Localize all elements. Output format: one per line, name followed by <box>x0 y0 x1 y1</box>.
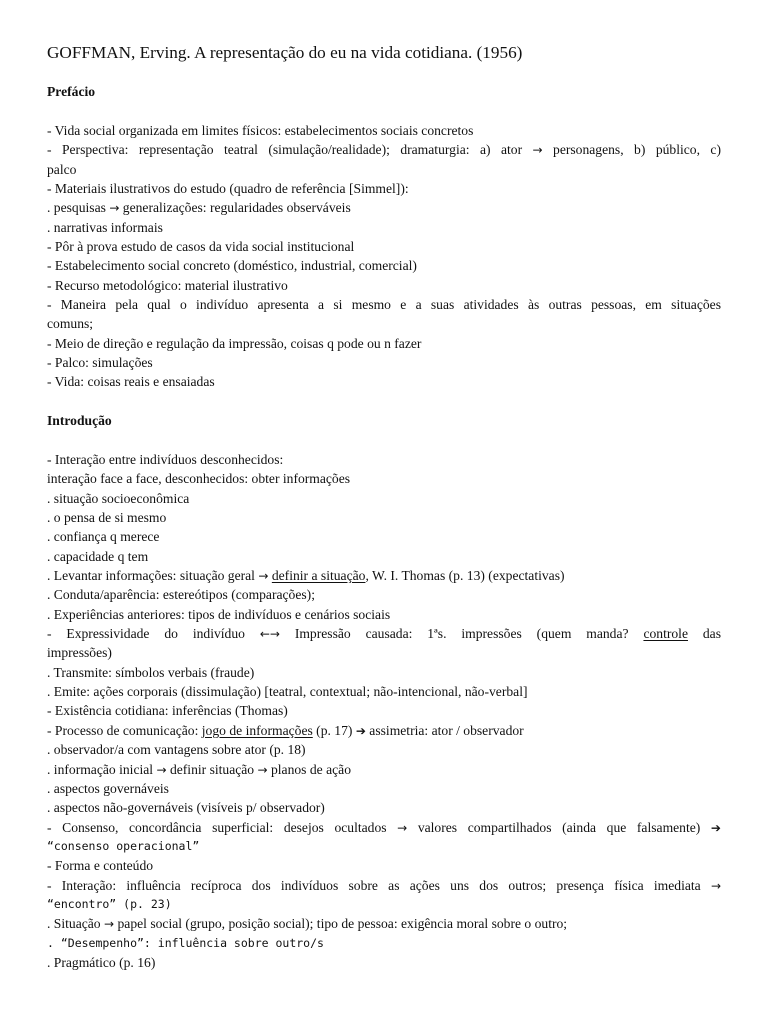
note-line: - Interação: influência recíproca dos indivíduos sobre as ações uns dos outros; presença física imediata → <box>47 877 721 893</box>
note-line: “encontro” (p. 23) <box>47 896 172 911</box>
arrow-right-icon: → <box>397 820 408 835</box>
note-line: - Interação entre indivíduos desconhecidos: <box>47 452 284 467</box>
note-line: . Levantar informações: situação geral → definir a situação, W. I. Thomas (p. 13) (expectativas) <box>47 568 565 584</box>
note-line: . Emite: ações corporais (dissimulação) [teatral, contextual; não-intencional, não-verbal] <box>47 684 528 700</box>
note-line: . pesquisas → generalizações: regularidades observáveis <box>47 200 351 216</box>
arrow-right-icon: → <box>109 201 120 216</box>
note-line: - Vida: coisas reais e ensaiadas <box>47 374 215 390</box>
note-line: “consenso operacional” <box>47 838 200 853</box>
note-line: . Experiências anteriores: tipos de indivíduos e cenários sociais <box>47 606 391 622</box>
note-line: . observador/a com vantagens sobre ator (p. 18) <box>47 742 306 758</box>
arrow-right-icon: → <box>156 762 167 777</box>
underlined-term: controle <box>643 626 688 642</box>
note-line: - Materiais ilustrativos do estudo (quadro de referência [Simmel]): <box>47 181 409 197</box>
note-line: - Expressividade do indivíduo ←→ Impressão causada: 1ªs. impressões (quem manda? controle das <box>47 626 721 642</box>
underlined-term: jogo de informações <box>201 722 313 738</box>
note-line: interação face a face, desconhecidos: obter informações <box>47 471 351 487</box>
note-line: - Pôr à prova estudo de casos da vida social institucional <box>47 239 355 255</box>
note-line: . confiança q merece <box>47 529 160 545</box>
arrow-right-icon: → <box>257 762 268 777</box>
note-line: . narrativas informais <box>47 219 163 235</box>
arrow-right-icon: → <box>532 143 543 158</box>
note-line: - Recurso metodológico: material ilustrativo <box>47 277 288 293</box>
underlined-term: definir a situação <box>271 568 366 584</box>
note-line: . aspectos governáveis <box>47 780 169 796</box>
arrow-right-icon: ➔ <box>355 723 366 738</box>
arrow-right-icon: → <box>104 917 115 932</box>
arrow-right-icon: ➔ <box>710 820 721 835</box>
note-line: comuns; <box>47 316 94 332</box>
section-heading-prefacio: Prefácio <box>47 84 96 99</box>
arrow-right-icon: → <box>258 569 269 584</box>
note-line: - Processo de comunicação: jogo de informações (p. 17) ➔ assimetria: ator / observador <box>47 722 524 738</box>
note-line: . Pragmático (p. 16) <box>47 954 156 970</box>
note-line: - Maneira pela qual o indivíduo apresenta a si mesmo e a suas atividades às outras pessoas, em situações <box>47 297 721 313</box>
note-line: - Existência cotidiana: inferências (Thomas) <box>47 703 288 719</box>
note-line: . capacidade q tem <box>47 548 149 564</box>
note-line: . aspectos não-governáveis (visíveis p/ observador) <box>47 800 325 816</box>
note-line: - Palco: simulações <box>47 355 153 371</box>
introducao-notes <box>47 450 721 972</box>
note-line: . Conduta/aparência: estereótipos (comparações); <box>47 587 315 603</box>
note-line: . informação inicial → definir situação → planos de ação <box>47 761 352 777</box>
note-line: palco <box>47 161 77 177</box>
note-line: . “Desempenho”: influência sobre outro/s <box>47 935 324 950</box>
note-line: . Situação → papel social (grupo, posição social); tipo de pessoa: exigência moral sobre o outro; <box>47 916 568 932</box>
document-title: GOFFMAN, Erving. A representação do eu na vida cotidiana. (1956) <box>47 43 523 62</box>
note-line: . situação socioeconômica <box>47 490 190 506</box>
note-line: impressões) <box>47 645 112 661</box>
note-line: - Vida social organizada em limites físicos: estabelecimentos sociais concretos <box>47 123 474 138</box>
arrow-right-icon: → <box>710 878 721 893</box>
section-heading-introducao: Introdução <box>47 413 112 428</box>
note-line: - Forma e conteúdo <box>47 858 154 874</box>
note-line: . Transmite: símbolos verbais (fraude) <box>47 664 255 680</box>
note-line: - Perspectiva: representação teatral (simulação/realidade); dramaturgia: a) ator → personagens, b) público, c) <box>47 142 721 158</box>
note-line: - Consenso, concordância superficial: desejos ocultados → valores compartilhados (ainda que falsamente) ➔ <box>47 819 721 835</box>
arrow-both-icon: ←→ <box>259 627 280 642</box>
note-line: - Estabelecimento social concreto (doméstico, industrial, comercial) <box>47 258 417 274</box>
note-line: . o pensa de si mesmo <box>47 510 167 526</box>
prefacio-notes <box>47 121 721 392</box>
note-line: - Meio de direção e regulação da impressão, coisas q pode ou n fazer <box>47 335 422 351</box>
